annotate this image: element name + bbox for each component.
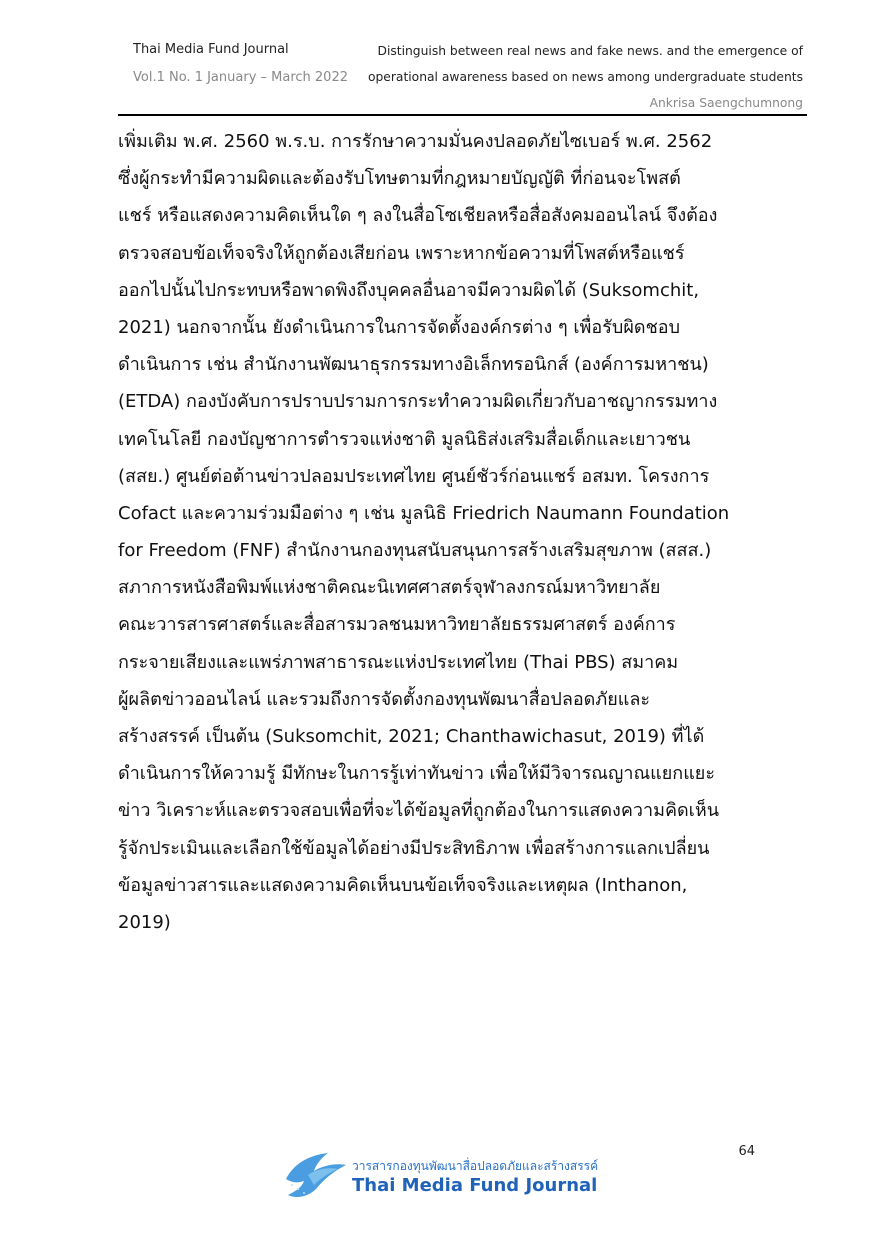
footer-logo	[280, 1145, 600, 1205]
journal-name: Thai Media Fund Journal	[133, 42, 289, 57]
body-line: สร้างสรรค์ เป็นต้น (Suksomchit, 2021; Chanthawichasut, 2019) ที่ได้	[118, 726, 705, 747]
page-number: 64	[738, 1144, 755, 1159]
article-title-line-1: Distinguish between real news and fake news. and the emergence of	[377, 44, 803, 58]
body-line: สภาการหนังสือพิมพ์แห่งชาติคณะนิเทศศาสตร์จุฬาลงกรณ์มหาวิทยาลัย	[118, 577, 661, 599]
body-line: ดำเนินการให้ความรู้ มีทักษะในการรู้เท่าทันข่าว เพื่อให้มีวิจารณญาณแยกแยะ	[118, 763, 716, 785]
journal-volume: Vol.1 No. 1 January – March 2022	[133, 70, 348, 85]
article-title-line-2: operational awareness based on news among undergraduate students	[367, 70, 803, 84]
body-line: (สสย.) ศูนย์ต่อต้านข่าวปลอมประเทศไทย ศูนย์ชัวร์ก่อนแชร์ อสมท. โครงการ	[118, 465, 710, 487]
body-line: ซึ่งผู้กระทำมีความผิดและต้องรับโทษตามที่กฎหมายบัญญัติ ที่ก่อนจะโพสต์	[118, 168, 681, 190]
body-text	[118, 123, 758, 941]
logo-thai-text: วารสารกองทุนพัฒนาสื่อปลอดภัยและสร้างสรรค์	[352, 1159, 599, 1173]
body-line: ตรวจสอบข้อเท็จจริงให้ถูกต้องเสียก่อน เพราะหากข้อความที่โพสต์หรือแชร์	[118, 242, 685, 264]
body-line: ข้อมูลข่าวสารและแสดงความคิดเห็นบนข้อเท็จจริงและเหตุผล (Inthanon,	[118, 874, 688, 896]
body-line: เทคโนโลยี กองบัญชาการตำรวจแห่งชาติ มูลนิธิส่งเสริมสื่อเด็กและเยาวชน	[118, 428, 691, 450]
header-rule	[118, 114, 807, 116]
body-line: for Freedom (FNF) สำนักงานกองทุนสนับสนุนการสร้างเสริมสุขภาพ (สสส.)	[118, 540, 712, 562]
body-line: คณะวารสารศาสตร์และสื่อสารมวลชนมหาวิทยาลัยธรรมศาสตร์ องค์การ	[118, 614, 676, 636]
body-line: กระจายเสียงและแพร่ภาพสาธารณะแห่งประเทศไทย (Thai PBS) สมาคม	[118, 651, 679, 673]
body-line: ผู้ผลิตข่าวออนไลน์ และรวมถึงการจัดตั้งกองทุนพัฒนาสื่อปลอดภัยและ	[118, 688, 651, 710]
body-line: รู้จักประเมินและเลือกใช้ข้อมูลได้อย่างมีประสิทธิภาพ เพื่อสร้างการแลกเปลี่ยน	[118, 837, 710, 859]
bird-logo-icon	[280, 1145, 350, 1205]
body-line: 2021) นอกจากนั้น ยังดำเนินการในการจัดตั้งองค์กรต่าง ๆ เพื่อรับผิดชอบ	[118, 316, 681, 338]
body-line: 2019)	[118, 911, 171, 933]
body-line: ข่าว วิเคราะห์และตรวจสอบเพื่อที่จะได้ข้อมูลที่ถูกต้องในการแสดงความคิดเห็น	[118, 800, 720, 822]
body-line: ออกไปนั้นไปกระทบหรือพาดพิงถึงบุคคลอื่นอาจมีความผิดได้ (Suksomchit,	[118, 279, 700, 301]
logo-english-text: Thai Media Fund Journal	[352, 1175, 598, 1196]
header-article-info	[333, 38, 803, 116]
body-line: เพิ่มเติม พ.ศ. 2560 พ.ร.บ. การรักษาความมั่นคงปลอดภัยไซเบอร์ พ.ศ. 2562	[118, 131, 713, 152]
article-author: Ankrisa Saengchumnong	[649, 96, 803, 110]
body-line: (ETDA) กองบังคับการปราบปรามการกระทำความผิดเกี่ยวกับอาชญากรรมทาง	[118, 391, 718, 413]
body-line: Cofact และความร่วมมือต่าง ๆ เช่น มูลนิธิ Friedrich Naumann Foundation	[118, 502, 730, 524]
body-line: แชร์ หรือแสดงความคิดเห็นใด ๆ ลงในสื่อโซเชียลหรือสื่อสังคมออนไลน์ จึงต้อง	[118, 205, 718, 227]
body-line: ดำเนินการ เช่น สำนักงานพัฒนาธุรกรรมทางอิเล็กทรอนิกส์ (องค์การมหาชน)	[118, 354, 709, 376]
